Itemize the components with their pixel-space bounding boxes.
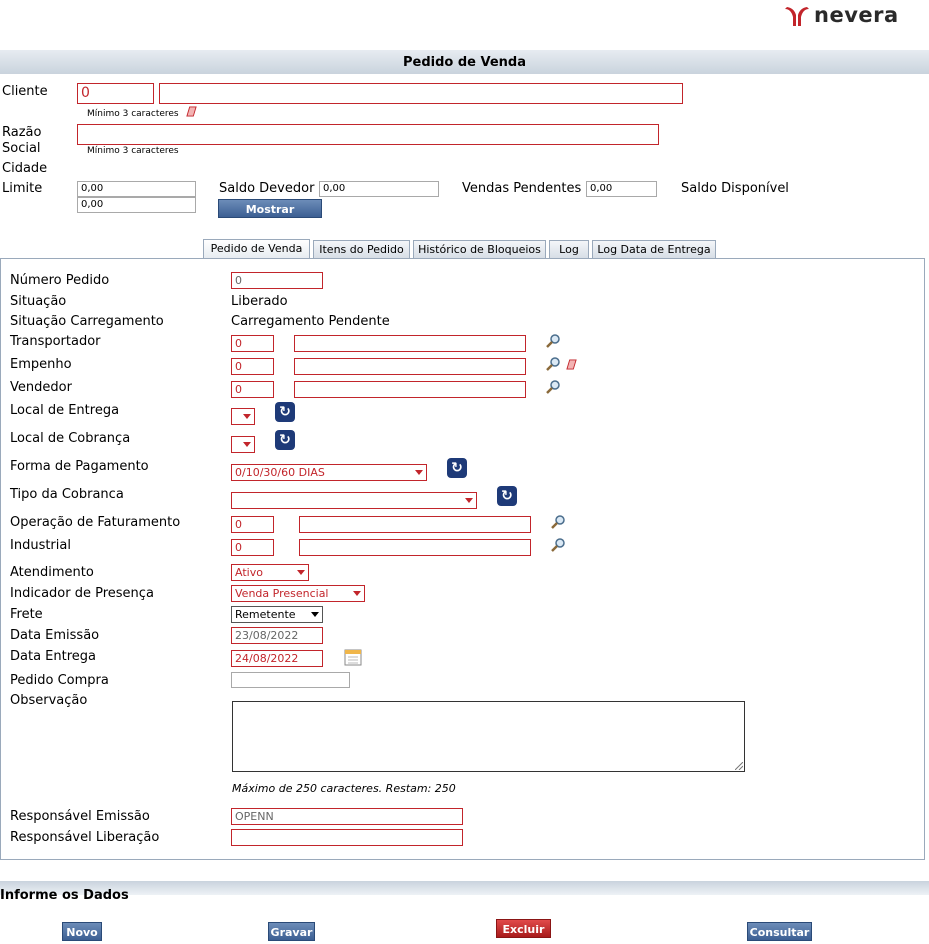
operacao-faturamento-code-input[interactable]: 0 bbox=[231, 516, 274, 533]
atendimento-select[interactable] bbox=[231, 564, 309, 581]
tipo-cobranca-select[interactable] bbox=[231, 492, 477, 509]
industrial-name-input[interactable] bbox=[299, 539, 531, 556]
nevera-logo-icon bbox=[784, 7, 810, 27]
cliente-code-input[interactable]: 0 bbox=[77, 83, 154, 104]
novo-button[interactable]: Novo bbox=[62, 922, 102, 941]
local-cobranca-label: Local de Cobrança bbox=[10, 431, 131, 446]
pedido-compra-label: Pedido Compra bbox=[10, 673, 109, 688]
indicador-presenca-select[interactable] bbox=[231, 585, 365, 602]
razao-label-2: Social bbox=[2, 141, 41, 156]
transportador-label: Transportador bbox=[10, 334, 101, 349]
razao-social-input[interactable] bbox=[77, 124, 659, 145]
cliente-label: Cliente bbox=[2, 84, 48, 99]
tab-historico-de-bloqueios[interactable]: Histórico de Bloqueios bbox=[413, 240, 546, 258]
cidade-label: Cidade bbox=[2, 161, 48, 176]
refresh-icon[interactable]: ↻ bbox=[275, 430, 295, 450]
footer-bar bbox=[0, 881, 929, 895]
situacao-carregamento-label: Situação Carregamento bbox=[10, 314, 164, 329]
tab-itens-do-pedido[interactable]: Itens do Pedido bbox=[313, 240, 410, 258]
search-icon[interactable] bbox=[545, 379, 561, 395]
operacao-faturamento-label: Operação de Faturamento bbox=[10, 515, 181, 530]
frete-select[interactable] bbox=[231, 606, 323, 623]
empenho-code-input[interactable]: 0 bbox=[231, 358, 274, 375]
search-icon[interactable] bbox=[545, 356, 561, 372]
gravar-button[interactable]: Gravar bbox=[268, 922, 315, 941]
brand-name: nevera bbox=[814, 3, 899, 27]
frete-label: Frete bbox=[10, 607, 43, 622]
data-entrega-label: Data Entrega bbox=[10, 649, 96, 664]
vendedor-name-input[interactable] bbox=[294, 381, 526, 398]
tipo-cobranca-label: Tipo da Cobranca bbox=[10, 487, 124, 502]
eraser-icon[interactable] bbox=[186, 106, 197, 117]
excluir-button[interactable]: Excluir bbox=[496, 919, 551, 938]
empenho-name-input[interactable] bbox=[294, 358, 526, 375]
forma-pagamento-select[interactable] bbox=[231, 464, 427, 481]
empenho-label: Empenho bbox=[10, 357, 72, 372]
forma-pagamento-label: Forma de Pagamento bbox=[10, 459, 149, 474]
refresh-icon[interactable]: ↻ bbox=[275, 402, 295, 422]
situacao-value: Liberado bbox=[231, 294, 288, 309]
responsavel-emissao-label: Responsável Emissão bbox=[10, 809, 150, 824]
frete-value: Remetente bbox=[235, 608, 296, 621]
observacao-label: Observação bbox=[10, 693, 88, 708]
data-entrega-input[interactable]: 24/08/2022 bbox=[231, 650, 323, 667]
atendimento-value: Ativo bbox=[235, 566, 263, 579]
industrial-label: Industrial bbox=[10, 538, 71, 553]
razao-label-1: Razão bbox=[2, 125, 42, 140]
page-title: Pedido de Venda bbox=[402, 55, 527, 70]
cliente-hint: Mínimo 3 caracteres bbox=[87, 109, 179, 119]
saldo-devedor-label: Saldo Devedor bbox=[219, 181, 315, 196]
numero-pedido-label: Número Pedido bbox=[10, 273, 110, 288]
numero-pedido-input[interactable]: 0 bbox=[231, 272, 323, 289]
atendimento-label: Atendimento bbox=[10, 565, 94, 580]
industrial-code-input[interactable]: 0 bbox=[231, 539, 274, 556]
saldo-disponivel-label: Saldo Disponível bbox=[681, 181, 789, 196]
situacao-carregamento-value: Carregamento Pendente bbox=[231, 314, 390, 329]
footer-title: Informe os Dados bbox=[0, 888, 129, 903]
indicador-presenca-label: Indicador de Presença bbox=[10, 586, 154, 601]
vendedor-code-input[interactable]: 0 bbox=[231, 381, 274, 398]
transportador-code-input[interactable]: 0 bbox=[231, 335, 274, 352]
refresh-icon[interactable]: ↻ bbox=[447, 458, 467, 478]
vendas-pendentes-label: Vendas Pendentes bbox=[462, 181, 582, 196]
refresh-icon[interactable]: ↻ bbox=[497, 486, 517, 506]
responsavel-emissao-input[interactable]: OPENN bbox=[231, 808, 463, 825]
tab-pedido-de-venda[interactable]: Pedido de Venda bbox=[203, 239, 310, 259]
consultar-button[interactable]: Consultar bbox=[747, 922, 812, 941]
pedido-compra-input[interactable] bbox=[231, 672, 350, 688]
data-emissao-input[interactable]: 23/08/2022 bbox=[231, 627, 323, 644]
vendas-pendentes-input[interactable]: 0,00 bbox=[586, 181, 657, 197]
situacao-label: Situação bbox=[10, 294, 67, 309]
operacao-faturamento-name-input[interactable] bbox=[299, 516, 531, 533]
saldo-devedor-input[interactable]: 0,00 bbox=[319, 181, 439, 197]
search-icon[interactable] bbox=[545, 333, 561, 349]
observacao-counter: Máximo de 250 caracteres. Restam: 250 bbox=[232, 782, 456, 795]
forma-pagamento-value: 0/10/30/60 DIAS bbox=[235, 466, 325, 479]
tab-log-data-de-entrega[interactable]: Log Data de Entrega bbox=[592, 240, 716, 258]
mostrar-detalhes-button[interactable]: Mostrar Detalhes bbox=[218, 199, 322, 218]
limite-label: Limite bbox=[2, 181, 43, 196]
razao-hint: Mínimo 3 caracteres bbox=[87, 146, 179, 156]
local-entrega-label: Local de Entrega bbox=[10, 403, 120, 418]
data-emissao-label: Data Emissão bbox=[10, 628, 100, 643]
responsavel-liberacao-input[interactable] bbox=[231, 829, 463, 846]
limite-input[interactable]: 0,00 bbox=[77, 181, 196, 197]
local-entrega-select[interactable] bbox=[231, 408, 255, 425]
vendedor-label: Vendedor bbox=[10, 380, 72, 395]
responsavel-liberacao-label: Responsável Liberação bbox=[10, 830, 160, 845]
limite-input-2[interactable]: 0,00 bbox=[77, 197, 196, 213]
observacao-textarea[interactable] bbox=[232, 701, 745, 772]
resize-grip-icon[interactable] bbox=[735, 762, 743, 770]
search-icon[interactable] bbox=[550, 514, 566, 530]
transportador-name-input[interactable] bbox=[294, 335, 526, 352]
eraser-icon[interactable] bbox=[566, 359, 577, 370]
search-icon[interactable] bbox=[550, 537, 566, 553]
calendar-icon[interactable] bbox=[344, 648, 362, 666]
brand-logo bbox=[784, 3, 904, 28]
tab-log[interactable]: Log bbox=[549, 240, 589, 258]
cliente-name-input[interactable] bbox=[159, 83, 683, 104]
indicador-presenca-value: Venda Presencial bbox=[235, 587, 329, 600]
local-cobranca-select[interactable] bbox=[231, 436, 255, 453]
